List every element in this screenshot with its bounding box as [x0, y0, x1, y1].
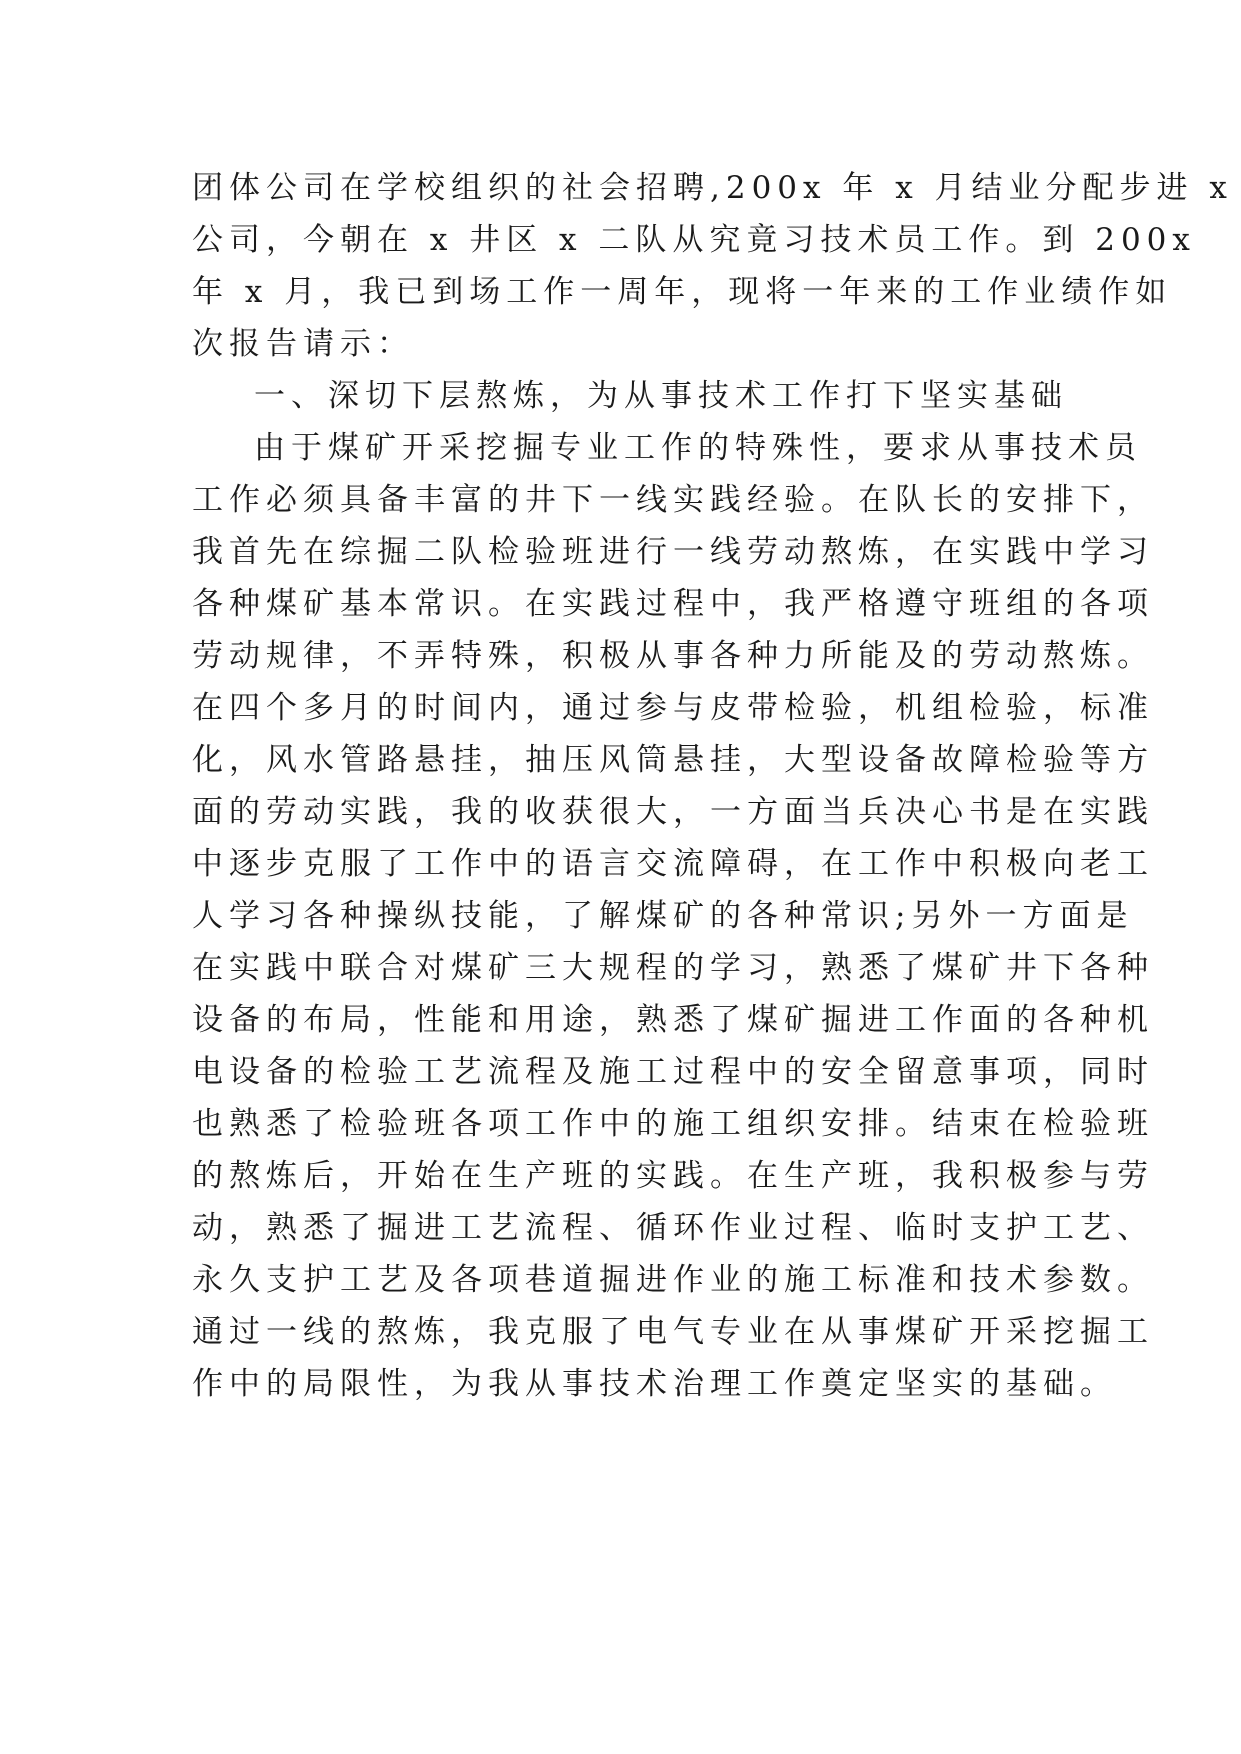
text-line: 作中的局限性，为我从事技术治理工作奠定坚实的基础。 — [192, 1366, 1117, 1402]
text-line: 次报告请示： — [192, 326, 414, 362]
text-line: 在四个多月的时间内，通过参与皮带检验，机组检验，标准 — [192, 690, 1154, 726]
text-line: 年 x 月，我已到场工作一周年，现将一年来的工作业绩作如 — [192, 274, 1173, 310]
document-body — [192, 162, 1233, 1410]
section-heading: 一、深切下层熬炼，为从事技术工作打下坚实基础 — [254, 378, 1068, 414]
text-line: 劳动规律，不弄特殊，积极从事各种力所能及的劳动熬炼。 — [192, 638, 1154, 674]
text-line: 中逐步克服了工作中的语言交流障碍，在工作中积极向老工 — [192, 846, 1154, 882]
text-line: 人学习各种操纵技能，了解煤矿的各种常识;另外一方面是 — [192, 898, 1134, 934]
text-line: 各种煤矿基本常识。在实践过程中，我严格遵守班组的各项 — [192, 586, 1154, 622]
text-line: 设备的布局，性能和用途，熟悉了煤矿掘进工作面的各种机 — [192, 1002, 1154, 1038]
text-line: 通过一线的熬炼，我克服了电气专业在从事煤矿开采挖掘工 — [192, 1314, 1154, 1350]
text-line: 电设备的检验工艺流程及施工过程中的安全留意事项，同时 — [192, 1054, 1154, 1090]
text-line: 团体公司在学校组织的社会招聘,200x 年 x 月结业分配步进 x — [192, 170, 1233, 206]
text-line: 工作必须具备丰富的井下一线实践经验。在队长的安排下， — [192, 482, 1154, 518]
text-line: 面的劳动实践，我的收获很大，一方面当兵决心书是在实践 — [192, 794, 1154, 830]
text-line: 也熟悉了检验班各项工作中的施工组织安排。结束在检验班 — [192, 1106, 1154, 1142]
text-line: 我首先在综掘二队检验班进行一线劳动熬炼，在实践中学习 — [192, 534, 1154, 570]
text-line: 的熬炼后，开始在生产班的实践。在生产班，我积极参与劳 — [192, 1158, 1154, 1194]
text-line: 化，风水管路悬挂，抽压风筒悬挂，大型设备故障检验等方 — [192, 742, 1154, 778]
text-line: 动，熟悉了掘进工艺流程、循环作业过程、临时支护工艺、 — [192, 1210, 1154, 1246]
text-line: 公司，今朝在 x 井区 x 二队从究竟习技术员工作。到 200x — [192, 222, 1196, 258]
text-line: 永久支护工艺及各项巷道掘进作业的施工标准和技术参数。 — [192, 1262, 1154, 1298]
text-line: 由于煤矿开采挖掘专业工作的特殊性，要求从事技术员 — [254, 430, 1142, 466]
text-line: 在实践中联合对煤矿三大规程的学习，熟悉了煤矿井下各种 — [192, 950, 1154, 986]
